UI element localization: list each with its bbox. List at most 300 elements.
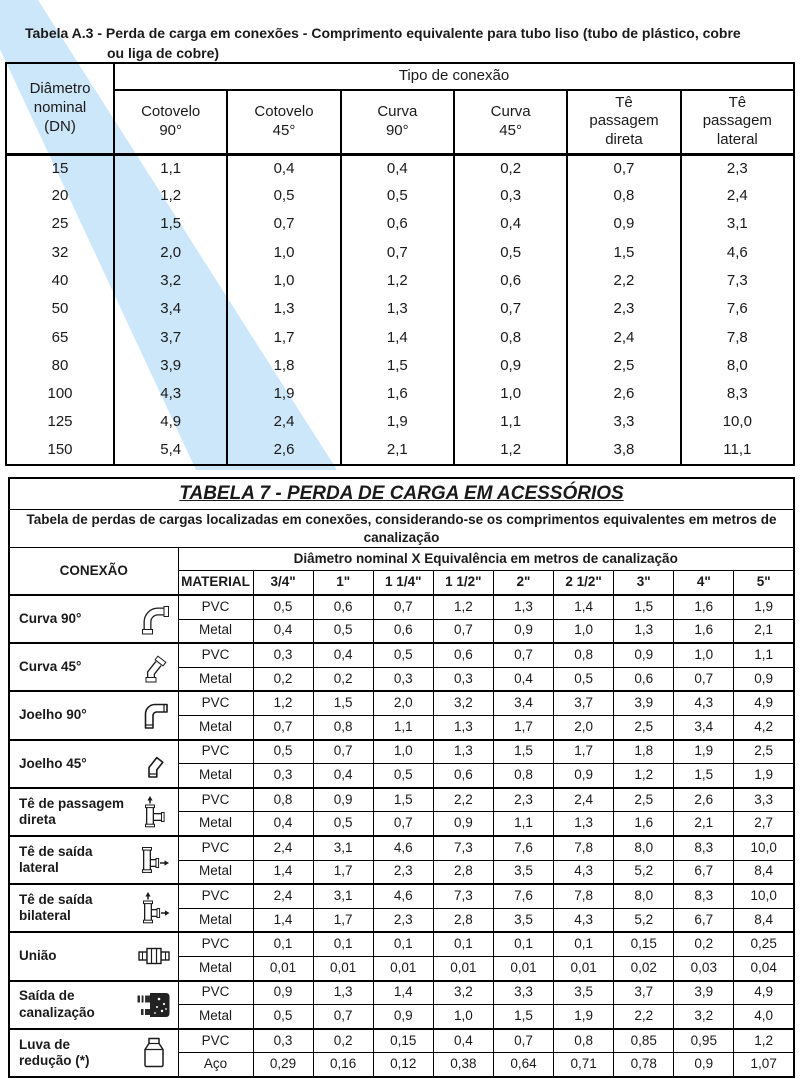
material-cell: Aço (178, 1053, 253, 1077)
value-cell: 0,5 (253, 740, 313, 764)
value-cell: 0,7 (493, 643, 553, 667)
dn-cell: 50 (6, 295, 114, 323)
value-cell: 0,3 (253, 1029, 313, 1053)
value-cell: 7,3 (433, 836, 493, 860)
value-cell: 1,2 (433, 595, 493, 619)
value-cell: 0,02 (614, 956, 674, 980)
size-header: 1" (313, 571, 373, 596)
value-cell: 3,1 (313, 884, 373, 908)
value-cell: 0,4 (313, 764, 373, 788)
value-cell: 0,1 (493, 932, 553, 956)
value-cell: 0,38 (433, 1053, 493, 1077)
luva-reducao-icon (136, 1037, 172, 1069)
dn-cell: 150 (6, 437, 114, 465)
value-cell: 0,1 (313, 932, 373, 956)
value-cell: 0,3 (373, 667, 433, 691)
connection-label: União (19, 948, 57, 964)
material-cell: Metal (178, 764, 253, 788)
value-cell: 1,2 (734, 1029, 794, 1053)
value-cell: 0,5 (313, 812, 373, 836)
table1-row (6, 437, 794, 465)
value-cell: 1,5 (313, 691, 373, 715)
value-cell: 3,9 (614, 691, 674, 715)
value-cell: 0,5 (454, 239, 567, 267)
value-cell: 0,8 (493, 764, 553, 788)
value-cell: 1,5 (493, 1005, 553, 1029)
value-cell: 2,5 (614, 788, 674, 812)
value-cell: 0,1 (554, 932, 614, 956)
value-cell: 7,6 (493, 836, 553, 860)
value-cell: 1,9 (674, 740, 734, 764)
value-cell: 0,64 (493, 1053, 553, 1077)
material-cell: Metal (178, 1005, 253, 1029)
connection-cell (9, 884, 178, 932)
value-cell: 0,7 (454, 295, 567, 323)
table1-row (6, 352, 794, 380)
value-cell: 1,6 (674, 595, 734, 619)
value-cell: 0,29 (253, 1053, 313, 1077)
table1-row (6, 295, 794, 323)
material-cell: PVC (178, 836, 253, 860)
connection-row-a (9, 932, 794, 956)
connection-row-a (9, 643, 794, 667)
value-cell: 8,3 (674, 836, 734, 860)
joelho-90-icon (136, 700, 172, 730)
value-cell: 3,7 (114, 324, 227, 352)
value-cell: 2,4 (253, 884, 313, 908)
connection-label: Joelho 90° (19, 707, 87, 723)
value-cell: 0,7 (567, 154, 680, 182)
dn-cell: 25 (6, 211, 114, 239)
connection-cell (9, 836, 178, 884)
value-cell: 0,7 (493, 1029, 553, 1053)
column-header-cotovelo-90: Cotovelo 90° (114, 90, 227, 154)
value-cell: 1,3 (433, 740, 493, 764)
value-cell: 2,7 (734, 812, 794, 836)
value-cell: 3,2 (433, 981, 493, 1005)
value-cell: 0,7 (313, 740, 373, 764)
size-header: 1 1/4" (373, 571, 433, 596)
value-cell: 6,7 (674, 860, 734, 884)
value-cell: 3,5 (554, 981, 614, 1005)
connection-row-a (9, 836, 794, 860)
material-cell: PVC (178, 595, 253, 619)
value-cell: 6,7 (674, 908, 734, 932)
value-cell: 0,7 (373, 812, 433, 836)
value-cell: 1,5 (493, 740, 553, 764)
value-cell: 0,4 (313, 643, 373, 667)
value-cell: 0,8 (454, 324, 567, 352)
value-cell: 3,7 (614, 981, 674, 1005)
value-cell: 0,01 (433, 956, 493, 980)
value-cell: 0,9 (734, 667, 794, 691)
value-cell: 1,9 (554, 1005, 614, 1029)
value-cell: 1,1 (493, 812, 553, 836)
value-cell: 5,4 (114, 437, 227, 465)
value-cell: 0,7 (227, 211, 340, 239)
value-cell: 1,8 (227, 352, 340, 380)
value-cell: 0,7 (253, 715, 313, 739)
connection-label: Saída de canalização (19, 988, 95, 1020)
value-cell: 0,6 (614, 667, 674, 691)
connection-label: Tê de saída bilateral (19, 892, 93, 924)
dn-cell: 32 (6, 239, 114, 267)
dn-cell: 125 (6, 409, 114, 437)
table2-body (9, 595, 794, 1077)
material-cell: Metal (178, 619, 253, 643)
value-cell: 2,6 (567, 380, 680, 408)
value-cell: 0,85 (614, 1029, 674, 1053)
table1-title-line2: ou liga de cobre) (107, 45, 220, 61)
material-cell: PVC (178, 691, 253, 715)
material-cell: Metal (178, 956, 253, 980)
value-cell: 0,1 (433, 932, 493, 956)
value-cell: 2,4 (253, 836, 313, 860)
value-cell: 2,2 (614, 1005, 674, 1029)
value-cell: 3,8 (567, 437, 680, 465)
value-cell: 2,4 (567, 324, 680, 352)
value-cell: 1,3 (614, 619, 674, 643)
value-cell: 0,2 (674, 932, 734, 956)
dn-cell: 100 (6, 380, 114, 408)
material-cell: Metal (178, 812, 253, 836)
value-cell: 1,7 (493, 715, 553, 739)
value-cell: 0,5 (313, 619, 373, 643)
value-cell: 1,1 (454, 409, 567, 437)
value-cell: 0,4 (227, 154, 340, 182)
connection-cell (9, 788, 178, 836)
value-cell: 10,0 (734, 884, 794, 908)
value-cell: 0,01 (373, 956, 433, 980)
value-cell: 2,8 (433, 908, 493, 932)
value-cell: 0,5 (227, 182, 340, 210)
value-cell: 4,9 (114, 409, 227, 437)
value-cell: 1,5 (373, 788, 433, 812)
value-cell: 0,01 (554, 956, 614, 980)
value-cell: 0,7 (341, 239, 454, 267)
conexao-header: CONEXÃO (9, 548, 178, 596)
value-cell: 1,6 (341, 380, 454, 408)
value-cell: 4,6 (373, 836, 433, 860)
value-cell: 0,1 (253, 932, 313, 956)
value-cell: 1,2 (114, 182, 227, 210)
value-cell: 1,8 (614, 740, 674, 764)
value-cell: 0,4 (433, 1029, 493, 1053)
value-cell: 1,7 (313, 860, 373, 884)
value-cell: 3,1 (681, 211, 794, 239)
value-cell: 1,7 (313, 908, 373, 932)
value-cell: 1,0 (227, 267, 340, 295)
value-cell: 2,8 (433, 860, 493, 884)
value-cell: 5,2 (614, 860, 674, 884)
value-cell: 1,3 (554, 812, 614, 836)
value-cell: 7,8 (554, 884, 614, 908)
value-cell: 11,1 (681, 437, 794, 465)
value-cell: 1,1 (373, 715, 433, 739)
table-a3 (5, 62, 795, 466)
connection-cell (9, 643, 178, 691)
table1-row (6, 380, 794, 408)
value-cell: 0,8 (313, 715, 373, 739)
value-cell: 1,6 (674, 619, 734, 643)
value-cell: 10,0 (681, 409, 794, 437)
material-cell: PVC (178, 643, 253, 667)
value-cell: 0,8 (253, 788, 313, 812)
dn-cell: 80 (6, 352, 114, 380)
connection-cell (9, 691, 178, 739)
value-cell: 8,0 (614, 836, 674, 860)
connection-cell (9, 1029, 178, 1077)
connection-label: Luva de redução (*) (19, 1036, 90, 1068)
table1-title (25, 23, 741, 63)
value-cell: 0,9 (313, 788, 373, 812)
table1-header-row-1 (6, 63, 794, 90)
value-cell: 0,1 (373, 932, 433, 956)
value-cell: 1,1 (734, 643, 794, 667)
value-cell: 1,5 (567, 239, 680, 267)
table2-header-row-1 (9, 548, 794, 571)
table1-row (6, 324, 794, 352)
value-cell: 7,6 (493, 884, 553, 908)
value-cell: 8,4 (734, 908, 794, 932)
connection-row-a (9, 884, 794, 908)
connection-cell (9, 981, 178, 1029)
table1-header-row-2 (6, 90, 794, 154)
value-cell: 7,8 (554, 836, 614, 860)
value-cell: 3,4 (493, 691, 553, 715)
value-cell: 3,2 (433, 691, 493, 715)
value-cell: 0,9 (614, 643, 674, 667)
value-cell: 4,0 (734, 1005, 794, 1029)
diametro-equivalencia-header: Diâmetro nominal X Equivalência em metros de canalização (178, 548, 794, 571)
value-cell: 0,16 (313, 1053, 373, 1077)
value-cell: 0,2 (313, 1029, 373, 1053)
dn-cell: 65 (6, 324, 114, 352)
value-cell: 0,25 (734, 932, 794, 956)
tabela-7 (8, 477, 795, 1078)
value-cell: 2,3 (681, 154, 794, 182)
size-header: 2" (493, 571, 553, 596)
material-cell: PVC (178, 932, 253, 956)
saida-canalizacao-icon (136, 990, 172, 1020)
value-cell: 0,04 (734, 956, 794, 980)
value-cell: 0,78 (614, 1053, 674, 1077)
size-header: 3" (614, 571, 674, 596)
value-cell: 3,2 (674, 1005, 734, 1029)
value-cell: 1,1 (114, 154, 227, 182)
value-cell: 3,3 (567, 409, 680, 437)
table2-title: TABELA 7 - PERDA DE CARGA EM ACESSÓRIOS (9, 478, 794, 510)
tipo-de-conexao-header: Tipo de conexão (114, 63, 794, 90)
value-cell: 2,3 (567, 295, 680, 323)
value-cell: 1,5 (341, 352, 454, 380)
value-cell: 1,4 (341, 324, 454, 352)
value-cell: 8,0 (614, 884, 674, 908)
value-cell: 0,5 (341, 182, 454, 210)
value-cell: 0,71 (554, 1053, 614, 1077)
value-cell: 4,9 (734, 981, 794, 1005)
value-cell: 2,4 (554, 788, 614, 812)
column-header-curva-45: Curva 45° (454, 90, 567, 154)
material-cell: Metal (178, 715, 253, 739)
value-cell: 2,0 (373, 691, 433, 715)
value-cell: 8,3 (681, 380, 794, 408)
material-cell: PVC (178, 740, 253, 764)
value-cell: 1,2 (253, 691, 313, 715)
size-header: 1 1/2" (433, 571, 493, 596)
size-header: 2 1/2" (554, 571, 614, 596)
value-cell: 2,0 (554, 715, 614, 739)
value-cell: 0,9 (567, 211, 680, 239)
value-cell: 7,8 (681, 324, 794, 352)
value-cell: 1,0 (227, 239, 340, 267)
value-cell: 0,9 (373, 1005, 433, 1029)
value-cell: 0,7 (373, 595, 433, 619)
curva-90-icon (136, 603, 172, 635)
value-cell: 1,5 (674, 764, 734, 788)
value-cell: 0,6 (433, 764, 493, 788)
material-cell: Metal (178, 860, 253, 884)
connection-row-a (9, 595, 794, 619)
value-cell: 2,1 (341, 437, 454, 465)
value-cell: 7,3 (433, 884, 493, 908)
connection-label: Tê de passagem direta (19, 795, 125, 827)
table1-row (6, 182, 794, 210)
value-cell: 2,6 (227, 437, 340, 465)
value-cell: 1,3 (227, 295, 340, 323)
value-cell: 1,3 (341, 295, 454, 323)
value-cell: 1,0 (454, 380, 567, 408)
column-header-curva-90: Curva 90° (341, 90, 454, 154)
value-cell: 8,3 (674, 884, 734, 908)
value-cell: 3,9 (114, 352, 227, 380)
value-cell: 3,5 (493, 908, 553, 932)
value-cell: 0,3 (454, 182, 567, 210)
value-cell: 2,5 (734, 740, 794, 764)
value-cell: 2,5 (567, 352, 680, 380)
value-cell: 1,7 (554, 740, 614, 764)
te-saida-bilateral-icon (136, 891, 172, 925)
value-cell: 1,9 (734, 764, 794, 788)
connection-label: Curva 90° (19, 611, 82, 626)
dn-cell: 40 (6, 267, 114, 295)
value-cell: 0,9 (554, 764, 614, 788)
value-cell: 2,3 (373, 908, 433, 932)
connection-cell (9, 740, 178, 788)
value-cell: 0,5 (373, 764, 433, 788)
value-cell: 10,0 (734, 836, 794, 860)
material-cell: Metal (178, 908, 253, 932)
table2-subtitle: Tabela de perdas de cargas localizadas em conexões, considerando-se os comprimentos equivalentes em metros de canalização (9, 510, 794, 548)
value-cell: 1,4 (253, 908, 313, 932)
value-cell: 4,3 (114, 380, 227, 408)
value-cell: 0,01 (313, 956, 373, 980)
uniao-icon (136, 943, 172, 969)
value-cell: 0,15 (614, 932, 674, 956)
value-cell: 2,3 (493, 788, 553, 812)
value-cell: 4,3 (554, 860, 614, 884)
value-cell: 1,0 (554, 619, 614, 643)
value-cell: 0,8 (567, 182, 680, 210)
curva-45-icon (136, 651, 172, 683)
size-header: 4" (674, 571, 734, 596)
table1-row (6, 239, 794, 267)
dn-cell: 15 (6, 154, 114, 182)
value-cell: 1,2 (341, 267, 454, 295)
value-cell: 1,2 (454, 437, 567, 465)
connection-label: Tê de saída lateral (19, 843, 93, 876)
value-cell: 0,6 (454, 267, 567, 295)
size-header: 3/4" (253, 571, 313, 596)
value-cell: 3,5 (493, 860, 553, 884)
value-cell: 0,12 (373, 1053, 433, 1077)
value-cell: 0,9 (493, 619, 553, 643)
value-cell: 3,3 (734, 788, 794, 812)
value-cell: 1,9 (734, 595, 794, 619)
joelho-45-icon (136, 749, 172, 779)
value-cell: 2,3 (373, 860, 433, 884)
column-header-te-lateral: Tê passagem lateral (681, 90, 794, 154)
value-cell: 1,07 (734, 1053, 794, 1077)
te-saida-lateral-icon (136, 845, 172, 875)
value-cell: 0,5 (253, 1005, 313, 1029)
value-cell: 1,4 (253, 860, 313, 884)
value-cell: 4,9 (734, 691, 794, 715)
connection-row-a (9, 788, 794, 812)
table1-row (6, 211, 794, 239)
value-cell: 1,4 (373, 981, 433, 1005)
value-cell: 3,1 (313, 836, 373, 860)
table2-subtitle-row (9, 510, 794, 548)
value-cell: 8,4 (734, 860, 794, 884)
material-cell: PVC (178, 1029, 253, 1053)
connection-row-a (9, 691, 794, 715)
value-cell: 4,3 (554, 908, 614, 932)
value-cell: 2,4 (681, 182, 794, 210)
value-cell: 2,2 (433, 788, 493, 812)
column-header-cotovelo-45: Cotovelo 45° (227, 90, 340, 154)
value-cell: 0,4 (493, 667, 553, 691)
material-header: MATERIAL (178, 571, 253, 596)
value-cell: 0,6 (433, 643, 493, 667)
value-cell: 1,9 (227, 380, 340, 408)
value-cell: 0,15 (373, 1029, 433, 1053)
table1-row (6, 409, 794, 437)
value-cell: 1,9 (341, 409, 454, 437)
value-cell: 8,0 (681, 352, 794, 380)
value-cell: 0,6 (341, 211, 454, 239)
value-cell: 1,3 (313, 981, 373, 1005)
table1-row (6, 267, 794, 295)
value-cell: 0,7 (433, 619, 493, 643)
value-cell: 0,9 (454, 352, 567, 380)
value-cell: 3,4 (114, 295, 227, 323)
value-cell: 7,6 (681, 295, 794, 323)
value-cell: 2,0 (114, 239, 227, 267)
table1-row (6, 154, 794, 182)
value-cell: 0,4 (341, 154, 454, 182)
value-cell: 1,7 (227, 324, 340, 352)
connection-label: Curva 45° (19, 659, 82, 675)
value-cell: 7,3 (681, 267, 794, 295)
value-cell: 4,6 (681, 239, 794, 267)
value-cell: 1,0 (373, 740, 433, 764)
table1-title-line1: Tabela A.3 - Perda de carga em conexões - Comprimento equivalente para tubo liso (tubo de plástico, cobre (25, 25, 741, 41)
value-cell: 3,9 (674, 981, 734, 1005)
value-cell: 3,4 (674, 715, 734, 739)
value-cell: 0,2 (454, 154, 567, 182)
value-cell: 0,6 (313, 595, 373, 619)
